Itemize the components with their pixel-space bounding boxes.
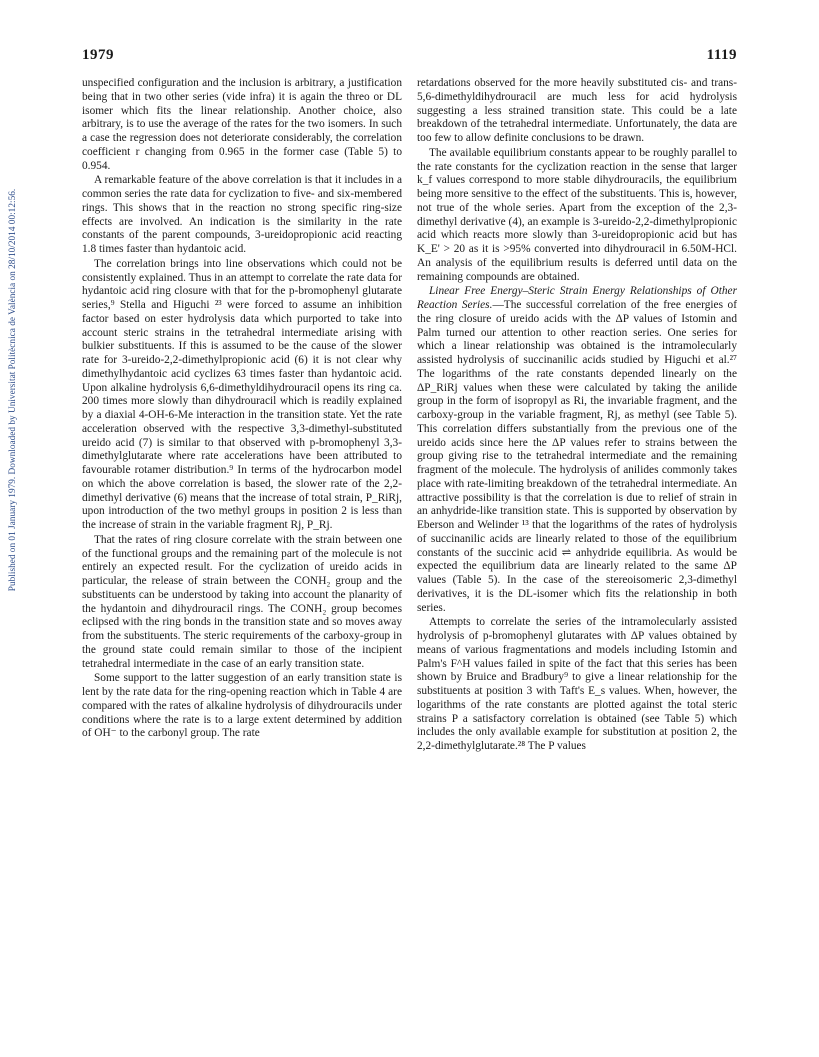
paragraph: unspecified configuration and the inclusion is arbitrary, a justification being that in two other series (vide infra) it is again the threo or DL isomer which fits the linear relationship. Another choice, also arbitrary, is to use the average of the rates for the two isomers. In such a case the regression does not deteriorate considerably, the correlation coefficient r changing from 0.965 in the former case (Table 5) to 0.954. bbox=[82, 77, 402, 172]
paragraph: A remarkable feature of the above correlation is that it includes in a common series the rate data for cyclization to five- and six-membered rings. This shows that in the reaction no strong specific ring-size effects are involved. An indication is the similarity in the rate constants of the parent compounds, 3-ureidopropionic acid reacting 1.8 times faster than hydantoic acid. bbox=[82, 174, 402, 255]
journal-year: 1979 bbox=[82, 47, 114, 63]
paragraph: Attempts to correlate the series of the intramolecularly assisted hydrolysis of p-bromophenyl glutarates with ΔP values obtained by means of various fragmentations and models including Istomin and Palm's F^H values failed in spite of the fact that this series has been shown by Bruice and Bradbury⁹ to give a linear relationship for the substituents at position 3 with Taft's E_s values. When, however, the logarithms of the rate constants are plotted against the total steric strains P a satisfactory correlation is obtained (see Table 5) which includes the only available example for substitution at position 2, the 2,2-dimethylglutarate.²⁸ The P values bbox=[417, 616, 737, 752]
paragraph: The available equilibrium constants appear to be roughly parallel to the rate constants for the cyclization reaction in the sense that larger k_f values correspond to more stable dihydrouracils, the equilibrium being more sensitive to the effect of the substituents. This is, however, not true of the whole series. Apart from the exception of the 2,3-dimethyl derivative (4), an example is 3-ureido-2,2-dimethylpropionic acid which reacts more slowly than 3-ureidopropionic acid but has K_E' > 20 as it is >95% converted into dihydrouracil in 6.50M-HCl. An analysis of the equilibrium results is deferred until data on the remaining compounds are obtained. bbox=[417, 146, 737, 283]
paragraph: retardations observed for the more heavily substituted cis- and trans-5,6-dimethyldihydrouracil are much less for acid hydrolysis suggesting a less strained transition state. This could be a late breakdown of the tetrahedral intermediate. Unfortunately, the data are too few to allow definite conclusions to be drawn. bbox=[417, 77, 737, 144]
paragraph: Some support to the latter suggestion of an early transition state is lent by the rate data for the ring-opening reaction which in Table 4 are compared with the rates of alkaline hydrolysis of dihydrouracils under conditions where the rate is to a large extent determined by addition of OH⁻ to the carbonyl group. The rate bbox=[82, 672, 402, 740]
paragraph-text: —The successful correlation of the free energies of the ring closure of ureido acids with the ΔP values of Istomin and Palm turned our attention to other reaction series. One series for which a linear relationship was obtained is the intramolecularly assisted hydrolysis of succinanilic acids studied by Higuchi et al.²⁷ The logarithms of the rate constants depended linearly on the ΔP_RiRj values when these were calculated by taking the anilide group in the form of isopropyl as Ri, the invariable fragment, and the carboxy-group in the variable fragment, Rj, as methyl (see Table 5). This correlation differs substantially from the previous one of the ureido acids since here the ΔP values refer to strains between the group giving rise to the tetrahedral intermediate and the remaining fragment of the molecule. The hydrolysis of anilides commonly takes place with rate-limiting breakdown of the tetrahedral intermediate. An attractive possibility is that the correlation is due to relief of strain in an anhydride-like transition state. This is supported by observation by Eberson and Welinder ¹³ that the logarithms of the rates of hydrolysis of succinanilic acids are linearly related to those of the equilibrium constants of the succinic acid ⇌ anhydride equilibria. As would be expected the equilibrium data are linearly related to the same ΔP values (Table 5). In the case of the stereoisomeric 2,3-dimethyl derivatives, it is the DL-isomer which fits the relationship in both series. bbox=[417, 299, 737, 614]
publication-sidebar bbox=[4, 110, 22, 670]
left-column bbox=[82, 77, 402, 741]
page-number: 1119 bbox=[706, 47, 737, 63]
paragraph: That the rates of ring closure correlate with the strain between one of the functional groups and the remaining part of the molecule is not entirely an expected result. For the cyclization of ureido acids in particular, the release of strain between the CONH₂ group and the substituents can be understood by taking into account the planarity of the hydantoin and dihydrouracil rings. The CONH₂ group becomes eclipsed with the ring bonds in the transition state and so moves away from the substituents. The steric requirements of the carboxy-group in the ground state could remain similar to those of the incipient tetrahedral intermediate in the case of an early transition state. bbox=[82, 533, 402, 670]
paragraph: The correlation brings into line observations which could not be consistently explained. Thus in an attempt to correlate the rate data for hydantoic acid ring closure with that for the p-bromophenyl glutarate series,⁹ Stella and Higuchi ²³ were forced to assume an inhibition factor based on ester hydrolysis data which purported to take into account steric strains in the tetrahedral intermediate arising with bulkier substituents. If this is assumed to be the cause of the slower rate for 3-ureido-2,2-dimethylpropionic acid (6) it is not clear why dimethylhydantoic acid cyclizes 63 times faster than hydantoic acid. Upon alkaline hydrolysis 6,6-dimethyldihydrouracil opens its ring ca. 200 times more slowly than dihydrouracil which is readily explained by a diaxial 4-OH-6-Me interaction in the transition state. Yet the rate acceleration observed with the respective 3,3-dimethyl-substituted ureido acid (7) is similar to that observed with p-bromophenyl 3,3-dimethylglutarate where rate accelerations have been attributed to favourable rotamer distribution.⁹ In terms of the hydrocarbon model on which the above correlation is based, the slower rate of the 2,2-dimethyl derivative (6) means that the increase of total strain, P_RiRj, upon introduction of the two methyl groups in position 2 is less than the increase of strain in the variable fragment Rj, P_Rj. bbox=[82, 257, 402, 531]
paragraph bbox=[417, 285, 737, 615]
page-header bbox=[82, 47, 737, 67]
publication-notice[interactable]: Published on 01 January 1979. Downloaded by Universitat Politècnica de València on 28/10/2014 00:12:56. bbox=[8, 188, 18, 592]
right-column bbox=[417, 77, 737, 754]
section-heading: Linear Free Energy–Steric Strain Energy Relationships of Other Reaction Series. bbox=[417, 285, 737, 311]
